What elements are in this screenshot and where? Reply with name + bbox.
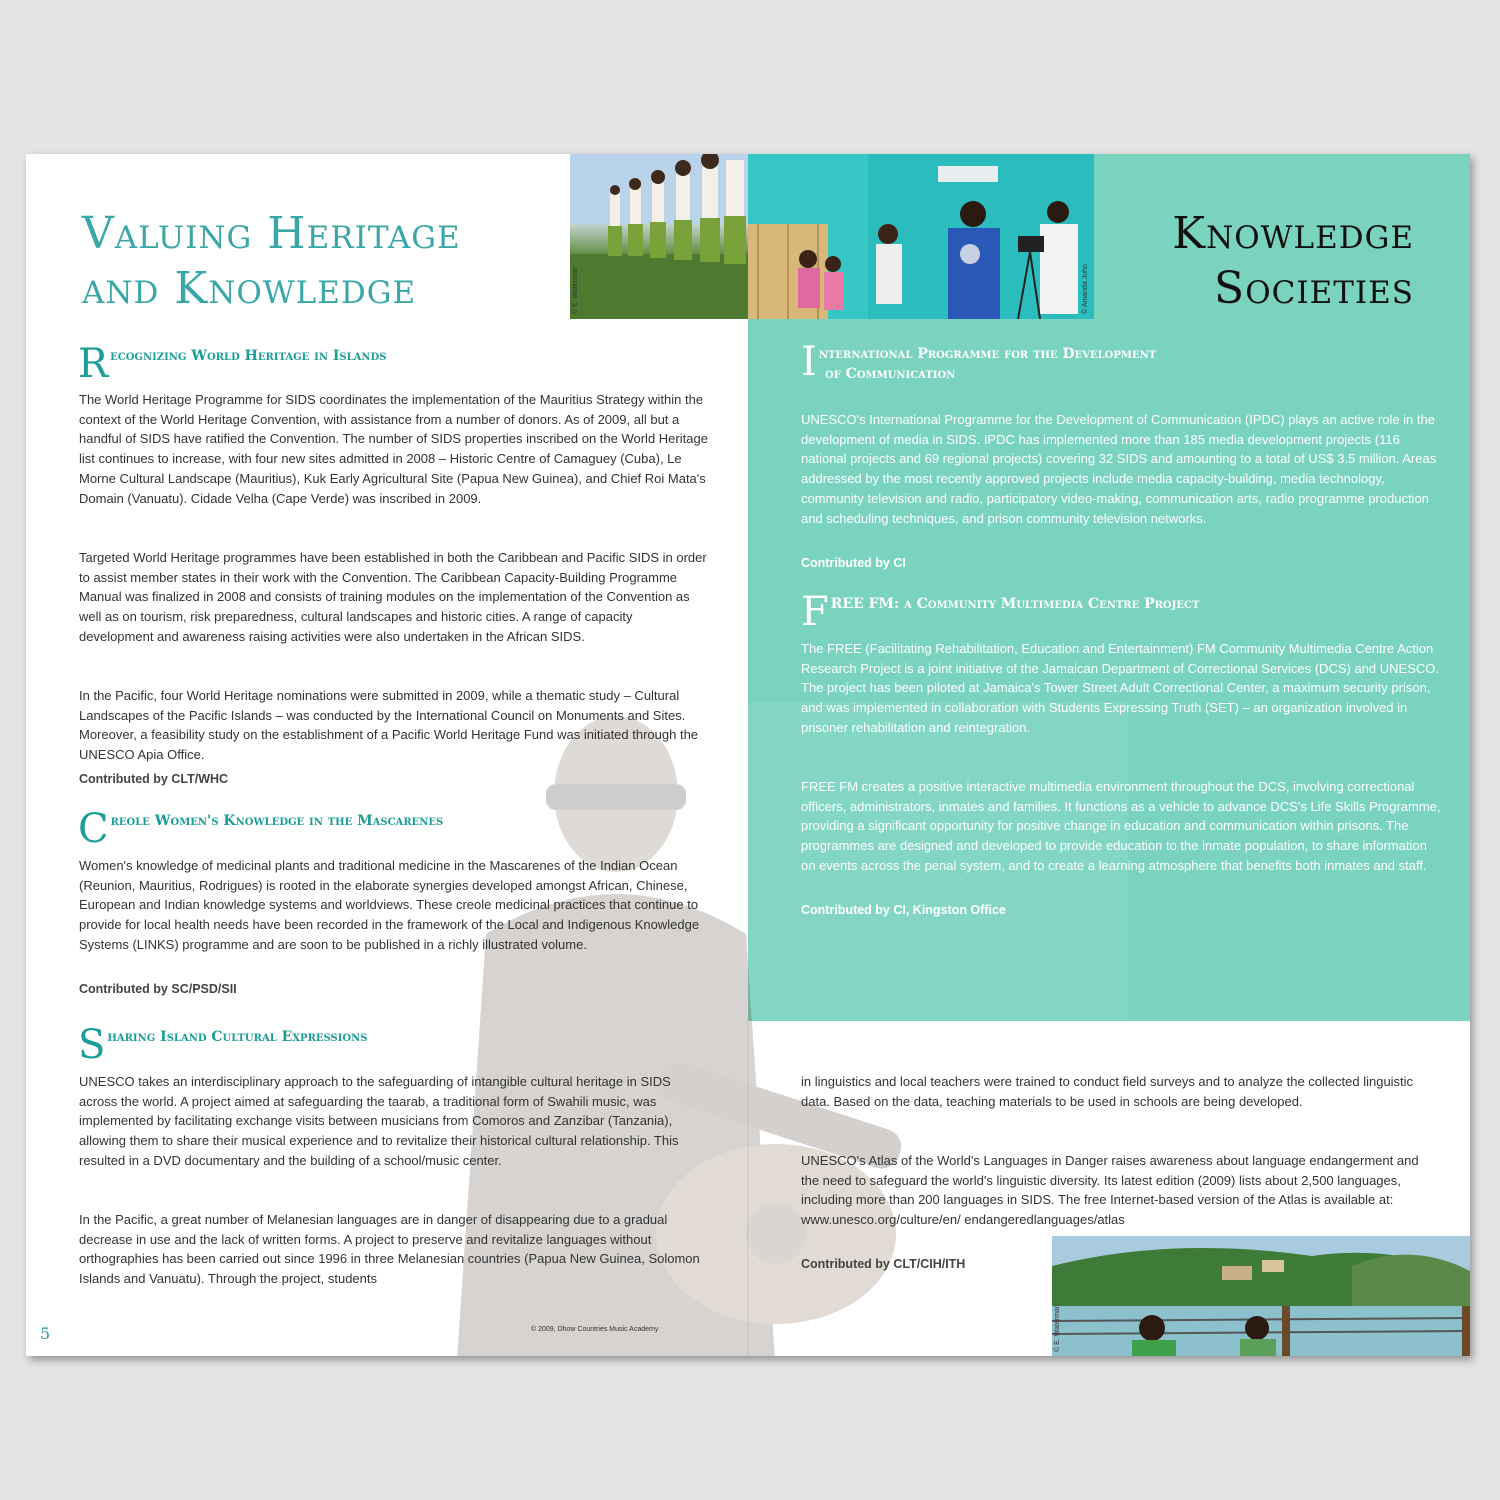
title-line: Knowledge: [1172, 208, 1414, 259]
section-heading-free-fm: [801, 589, 1401, 635]
heading-text: of Communication: [825, 366, 956, 382]
heading-text: haring Island Cultural Expressions: [107, 1029, 368, 1045]
section-heading-ipdc: [801, 339, 1401, 385]
dropcap: F: [801, 589, 829, 635]
dropcap: I: [801, 339, 817, 385]
image-footnote: © 2009, Dhow Countries Music Academy: [531, 1326, 659, 1333]
contributed-by: Contributed by CLT/WHC: [79, 772, 229, 786]
paragraph: The FREE (Facilitating Rehabilitation, Education and Entertainment) FM Community Multimedia Centre Action Research Project is a joint initiative of the Jamaican Department of Correctional Services (DCS) and UNESCO. The project has been piloted at Jamaica's Tower Street Adult Correctional Center, a maximum security prison, and was implemented in collaboration with Students Expressing Truth (SET) – an organization involved in prisoner rehabilitation and reintegration.: [801, 641, 1439, 735]
contributed-by: Contributed by SC/PSD/SII: [79, 982, 237, 996]
heading-text: reole Women's Knowledge in the Mascarenes: [110, 813, 444, 829]
contributed-by: Contributed by CLT/CIH/ITH: [801, 1257, 966, 1271]
page-number: 5: [40, 1324, 51, 1343]
section-heading-world-heritage: [78, 341, 698, 387]
photo-credit: © Amanda John: [1082, 264, 1089, 314]
paragraph: Women's knowledge of medicinal plants and traditional medicine in the Mascarenes of the Indian Ocean (Reunion, Mauritius, Rodrigues) is rooted in the elaborate synergies developed amongst African, Chinese, European and Indian knowledge systems and worldviews. These creole medicinal practices that continue to provide for local health needs have been recorded in the framework of the Local and Indigenous Knowledge Systems (LINKS) programme and are soon to be published in a richly illustrated volume.: [79, 858, 700, 952]
heading-text: ecognizing World Heritage in Islands: [110, 348, 387, 364]
section-heading-creole-knowledge: [78, 806, 698, 852]
right-page-title: [1172, 206, 1414, 316]
title-line: Valuing Heritage: [82, 208, 461, 259]
heading-text: nternational Programme for the Development: [818, 346, 1157, 362]
dancers-photo: [570, 154, 748, 319]
paragraph: UNESCO's International Programme for the Development of Communication (IPDC) plays an active role in the development of media in SIDS. IPDC has implemented more than 185 media development projects (116 national projects and 69 regional projects) covering 32 SIDS and amounting to a total of US$ 3.5 million. Areas addressed by the most recently approved projects include media capacity-building, media technology, community television and radio, participatory video-making, communication arts, radio programme production and scheduling techniques, and prison community television networks.: [801, 412, 1437, 526]
paragraph: in linguistics and local teachers were trained to conduct field surveys and to analyze the collected linguistic data. Based on the data, teaching materials to be used in schools are being developed.: [801, 1074, 1414, 1109]
brochure-spread: [26, 154, 1470, 1356]
section-heading-cultural-expressions: [78, 1022, 698, 1068]
contributed-by: Contributed by CI, Kingston Office: [801, 903, 1006, 917]
paragraph: UNESCO takes an interdisciplinary approach to the safeguarding of intangible cultural heritage in SIDS across the world. A project aimed at safeguarding the taarab, a traditional form of Swahili music, was implemented by facilitating exchange visits between musicians from Comoros and Zanzibar (Tanzania), allowing them to share their musical experience and to revitalize their historical cultural relationship. This resulted in a DVD documentary and the building of a school/music center.: [79, 1074, 679, 1168]
contributed-by: Contributed by CI: [801, 556, 906, 570]
paragraph: UNESCO's Atlas of the World's Languages in Danger raises awareness about language endangerment and the need to safeguard the world's linguistic diversity. Its latest edition (2009) lists about 2,500 languages, including more than 200 languages in SIDS. The free Internet-based version of the Atlas is available at: www.unesco.org/culture/en/ endangeredlanguages/atlas: [801, 1153, 1419, 1228]
title-line: and Knowledge: [82, 263, 417, 314]
dropcap: C: [78, 806, 109, 852]
paragraph: Targeted World Heritage programmes have been established in both the Caribbean and Pacific SIDS in order to assist member states in their work with the Convention. The Caribbean Capacity-Building Programme Manual was finalized in 2008 and consists of training modules on the implementation of the Convention as well as on tourism, risk preparedness, cultural landscapes and historic cities. A range of capacity development and awareness raising activities were also undertaken in the African SIDS.: [79, 550, 707, 644]
paragraph: In the Pacific, a great number of Melanesian languages are in danger of disappearing due to a gradual decrease in use and the lack of written forms. A project to preserve and revitalize languages without orthographies has been carried out since 1996 in three Melanesian countries (Papua New Guinea, Solomon Islands and Vanuatu). Through the project, students: [79, 1212, 700, 1287]
left-page-title: [82, 206, 461, 316]
title-line: Societies: [1214, 263, 1414, 314]
paragraph: FREE FM creates a positive interactive multimedia environment throughout the DCS, involving correctional officers, administrators, inmates and families. It functions as a vehicle to advance DCS's Life Skills Programme, providing a significant opportunity for positive change in education and communication within prisons. The programmes are designed and developed to provide education to the inmate population, to share information on events across the penal system, and to create a learning atmosphere that benefits both inmates and staff.: [801, 779, 1441, 873]
paragraph: The World Heritage Programme for SIDS coordinates the implementation of the Mauritius Strategy within the context of the World Heritage Convention, with assistance from a number of donors. As of 2009, all but a handful of SIDS have ratified the Convention. The number of SIDS properties inscribed on the World Heritage list continues to increase, with four new sites admitted in 2008 – Historic Centre of Camaguey (Cuba), Le Morne Cultural Landscape (Mauritius), Kuk Early Agricultural Site (Papua New Guinea), and Chief Roi Mata's Domain (Vanuatu). Cidade Velha (Cape Verde) was inscribed in 2009.: [79, 392, 708, 506]
dropcap: R: [78, 341, 109, 387]
coastline-photo: [1052, 1236, 1470, 1356]
dropcap: S: [78, 1022, 106, 1068]
studio-photo: [748, 154, 1094, 319]
photo-credit: © E. Waterman: [572, 266, 579, 314]
paragraph: In the Pacific, four World Heritage nominations were submitted in 2009, while a thematic study – Cultural Landscapes of the Pacific Islands – was conducted by the International Council on Monuments and Sites. Moreover, a feasibility study on the establishment of a Pacific World Heritage Fund was initiated through the UNESCO Apia Office.: [79, 688, 699, 763]
heading-text: REE FM: a Community Multimedia Centre Project: [830, 596, 1200, 612]
photo-credit: © E. Waterman: [1054, 1304, 1061, 1352]
